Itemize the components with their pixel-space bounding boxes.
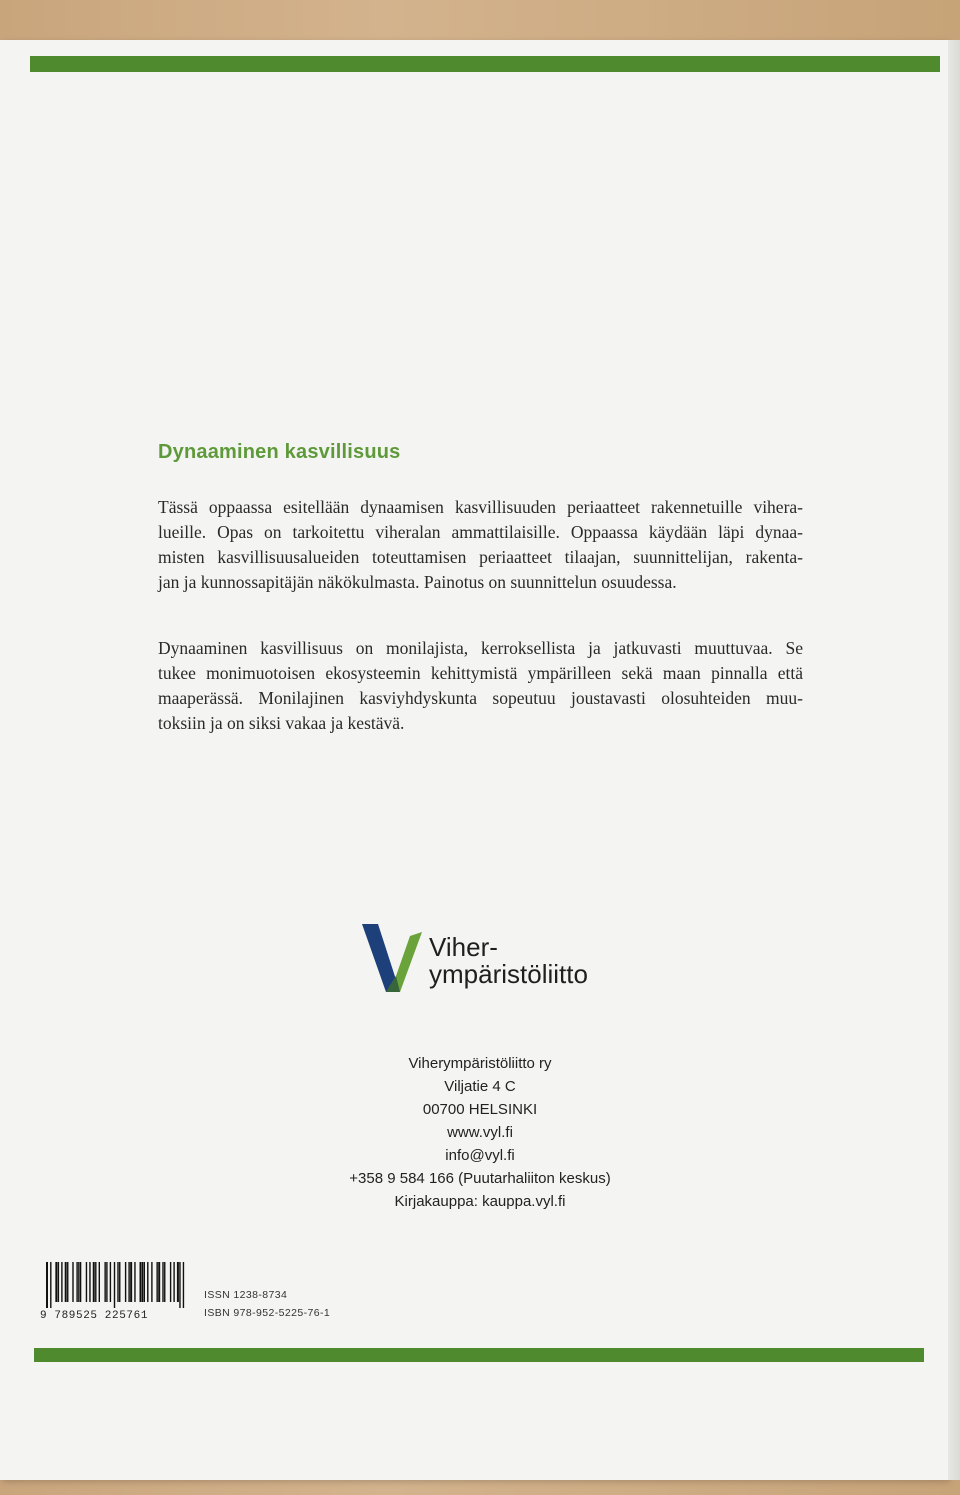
issn-text: ISSN 1238-8734	[204, 1289, 288, 1301]
top-green-bar	[30, 56, 940, 72]
barcode-digits: 9 789525 225761	[40, 1310, 149, 1322]
viherymparistoliitto-logo	[360, 922, 610, 994]
logo-line-1: Viher-	[429, 932, 498, 962]
description-paragraph-2	[158, 636, 803, 736]
address-phone: +358 9 584 166 (Puutarhaliiton keskus)	[349, 1170, 611, 1187]
bottom-green-bar	[34, 1348, 924, 1362]
v-logo-icon	[360, 922, 424, 994]
logo-line-2: ympäristöliitto	[429, 959, 588, 989]
barcode-icon	[40, 1262, 190, 1308]
paragraph-line: jan ja kunnossapitäjän näkökulmasta. Painotus on suunnittelun osuudessa.	[158, 572, 677, 592]
address-city: 00700 HELSINKI	[422, 1101, 538, 1118]
isbn-barcode	[40, 1262, 200, 1326]
paragraph-line: Dynaaminen kasvillisuus on monilajista, kerroksellista ja jatkuvasti muuttuvaa. Se	[158, 638, 803, 658]
cover-heading: Dynaaminen kasvillisuus	[158, 441, 401, 463]
paragraph-line: tukee monimuotoisen ekosysteemin kehittymistä ympärilleen sekä maan pinnalla että	[158, 663, 803, 683]
paragraph-line: misten kasvillisuusalueiden toteuttamisen periaatteet tilaajan, suunnittelijan, rakenta-	[158, 547, 803, 567]
address-org: Viherympäristöliitto ry	[408, 1055, 552, 1072]
logo-wordmark	[429, 934, 588, 988]
isbn-text: ISBN 978-952-5225-76-1	[204, 1307, 331, 1319]
publisher-address	[280, 1052, 680, 1213]
paragraph-line: Tässä oppaassa esitellään dynaamisen kasvillisuuden periaatteet rakennetuille vihera-	[158, 497, 803, 517]
address-web: www.vyl.fi	[447, 1124, 513, 1141]
address-street: Viljatie 4 C	[444, 1078, 516, 1095]
description-paragraph-1	[158, 495, 803, 595]
page-edge	[948, 40, 960, 1480]
issn-isbn-block	[204, 1286, 330, 1322]
paragraph-line: toksiin ja on siksi vakaa ja kestävä.	[158, 713, 405, 733]
address-shop: Kirjakauppa: kauppa.vyl.fi	[394, 1193, 566, 1210]
paragraph-line: maaperässä. Monilajinen kasviyhdyskunta sopeutuu joustavasti olosuhteiden muu-	[158, 688, 803, 708]
paragraph-line: lueille. Opas on tarkoitettu viheralan ammattilaisille. Oppaassa käydään läpi dynaa-	[158, 522, 803, 542]
address-email: info@vyl.fi	[445, 1147, 515, 1164]
